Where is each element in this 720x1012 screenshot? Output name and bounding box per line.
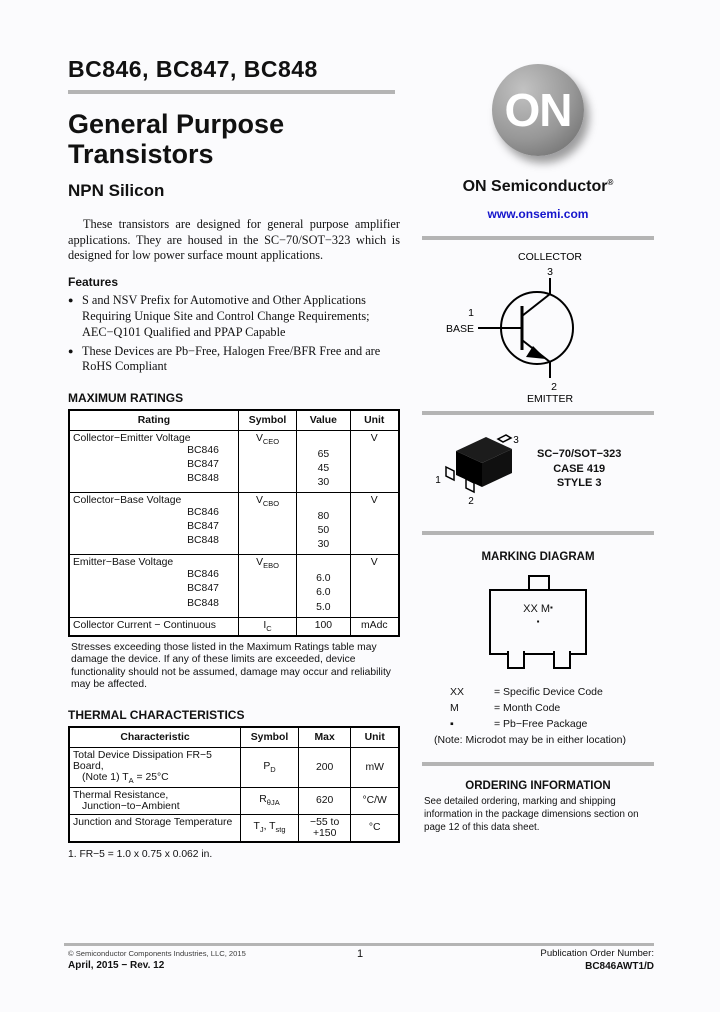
unit-cell: °C (351, 814, 399, 842)
brand-name: ON Semiconductor® (462, 178, 614, 195)
bullet-icon: ● (68, 295, 74, 306)
value-cell: 6.0 6.0 5.0 (297, 555, 350, 617)
package-info (537, 447, 621, 492)
rating-name: Collector−Base Voltage (73, 495, 182, 507)
table-row (69, 787, 399, 814)
marking-code: XX M▪ (523, 603, 553, 615)
marking-diagram-heading: MARKING DIAGRAM (481, 551, 595, 563)
registered-mark: ® (607, 178, 614, 187)
marking-lead (507, 651, 525, 669)
microdot-icon: ▪ (536, 617, 540, 626)
rating-name: Emitter−Base Voltage (73, 557, 174, 569)
device-name: BC848 (187, 597, 219, 609)
section-divider (422, 236, 654, 240)
copyright-text: © Semiconductor Components Industries, LLC, 2015 (68, 949, 246, 958)
device-name: BC847 (187, 583, 219, 595)
feature-text: These Devices are Pb−Free, Halogen Free/BFR Free and are RoHS Compliant (82, 343, 381, 374)
header-symbol: Symbol (238, 410, 296, 431)
symbol-cell: $V_{EBO}$ (238, 555, 296, 617)
svg-text:COLLECTOR: COLLECTOR (518, 251, 582, 263)
unit-cell: mAdc (350, 617, 399, 636)
ordering-text: See detailed ordering, marking and shipping information in the package dimensions section on page 12 of this data sheet. (424, 796, 639, 833)
microdot-icon: ▪ (550, 603, 553, 612)
table-header-row (69, 410, 399, 431)
package-style: STYLE 3 (556, 477, 602, 490)
revision-text: April, 2015 − Rev. 12 (68, 960, 165, 971)
on-semiconductor-logo-icon (492, 64, 584, 156)
logo-text: ON (504, 84, 572, 136)
page-title: General Purpose Transistors (68, 109, 285, 169)
legend-row: ▪ = Pb−Free Package (450, 717, 588, 730)
feature-text: S and NSV Prefix for Automotive and Other Applications Requiring Unique Site and Control Change Requirements; AEC−Q101 Qualified and PPAP Capable (82, 293, 370, 339)
rating-cell (69, 555, 238, 617)
svg-text:3: 3 (513, 435, 519, 446)
header-rating: Rating (69, 410, 238, 431)
header-unit: Unit (351, 727, 399, 748)
legend-row: XX = Specific Device Code (450, 686, 603, 698)
max-cell: −55 to +150 (298, 814, 350, 842)
section-divider (422, 762, 654, 766)
svg-text:1: 1 (435, 475, 441, 486)
symbol-cell: $V_{CBO}$ (238, 493, 296, 555)
page-number: 1 (356, 948, 364, 960)
legend-row: M = Month Code (450, 701, 561, 714)
thermal-heading: THERMAL CHARACTERISTICS (68, 707, 245, 722)
rating-cell (69, 493, 238, 555)
table-row (69, 431, 399, 493)
marking-note: (Note: Microdot may be in either location) (434, 734, 626, 747)
unit-cell: °C/W (351, 787, 399, 814)
symbol-cell: $T_J$, $T_{stg}$ (241, 814, 299, 842)
publication-label: Publication Order Number: (540, 948, 654, 959)
feature-item (68, 293, 400, 340)
symbol-cell: $R_{\theta JA}$ (241, 787, 299, 814)
package-name: SC−70/SOT−323 (537, 447, 622, 460)
rating-cell: Collector Current − Continuous (69, 617, 238, 636)
page-subtitle: NPN Silicon (68, 181, 165, 201)
device-name: BC847 (187, 459, 219, 471)
table-row (69, 493, 399, 555)
package-section (422, 415, 654, 521)
table-row (69, 747, 399, 787)
device-name: BC848 (187, 535, 219, 547)
bullet-icon: ● (68, 345, 74, 356)
header-max: Max (298, 727, 350, 748)
unit-cell: V (350, 493, 399, 555)
intro-paragraph: These transistors are designed for general purpose amplifier applications. They are housed in the SC−70/SOT−323 which is designed for low power surface mount applications. (68, 217, 400, 263)
table-row (69, 555, 399, 617)
unit-cell: mW (351, 747, 399, 787)
svg-text:EMITTER: EMITTER (526, 393, 574, 404)
max-ratings-note: Stresses exceeding those listed in the Maximum Ratings table may damage the device. If any of these limits are exceeded, device functionality should not be assumed, damage may occur and reliability may be affected. (71, 641, 391, 691)
device-name: BC846 (187, 569, 219, 581)
package-case: CASE 419 (553, 462, 606, 475)
value-cell: 80 50 30 (297, 493, 350, 555)
features-heading: Features (68, 275, 119, 290)
max-ratings-table (68, 409, 400, 637)
feature-item (68, 344, 400, 375)
part-numbers: BC846, BC847, BC848 (68, 56, 318, 82)
website-link[interactable]: www.onsemi.com (487, 207, 589, 221)
characteristic-cell: Junction and Storage Temperature (69, 814, 241, 842)
header-unit: Unit (350, 410, 399, 431)
header-characteristic: Characteristic (69, 727, 241, 748)
device-name: BC846 (187, 507, 219, 519)
table-row (69, 617, 399, 636)
marking-lead (553, 651, 571, 669)
device-name: BC848 (187, 473, 219, 485)
svg-text:3: 3 (547, 266, 553, 278)
device-name: BC847 (187, 521, 219, 533)
publication-number: BC846AWT1/D (585, 961, 654, 972)
header-value: Value (297, 410, 350, 431)
svg-text:2: 2 (468, 496, 474, 507)
device-name: BC846 (187, 445, 219, 457)
unit-cell: V (350, 431, 399, 493)
marking-legend (450, 685, 640, 732)
value-cell: 65 45 30 (297, 431, 350, 493)
section-divider (422, 531, 654, 535)
npn-transistor-symbol (422, 246, 654, 404)
ordering-heading: ORDERING INFORMATION (465, 780, 611, 793)
unit-cell: V (350, 555, 399, 617)
max-cell: 200 (298, 747, 350, 787)
sot-323-package-drawing (428, 429, 523, 509)
svg-text:2: 2 (551, 381, 557, 393)
value-cell: 100 (297, 617, 350, 636)
table-row (69, 814, 399, 842)
table-header-row (69, 727, 399, 748)
marking-diagram (463, 575, 613, 675)
max-cell: 620 (298, 787, 350, 814)
thermal-table (68, 726, 400, 843)
title-divider (68, 90, 395, 94)
symbol-cell: $I_C$ (238, 617, 296, 636)
thermal-footnote: 1. FR−5 = 1.0 x 0.75 x 0.062 in. (68, 848, 213, 860)
footer-divider (64, 943, 654, 946)
characteristic-cell: Thermal Resistance, Junction−to−Ambient (69, 787, 241, 814)
marking-body (489, 589, 587, 655)
left-column (68, 56, 400, 860)
symbol-cell: $V_{CEO}$ (238, 431, 296, 493)
symbol-cell: $P_D$ (241, 747, 299, 787)
header-symbol: Symbol (241, 727, 299, 748)
svg-text:1: 1 (468, 307, 474, 319)
right-column (422, 64, 654, 834)
rating-cell (69, 431, 238, 493)
svg-text:BASE: BASE (445, 323, 474, 335)
characteristic-cell: Total Device Dissipation FR−5 Board, (Note 1) $T_A = 25^\circ C$ (69, 747, 241, 787)
max-ratings-heading: MAXIMUM RATINGS (68, 391, 184, 406)
footer-right (540, 948, 654, 972)
rating-name: Collector−Emitter Voltage (73, 433, 191, 445)
footer-left (68, 949, 246, 971)
